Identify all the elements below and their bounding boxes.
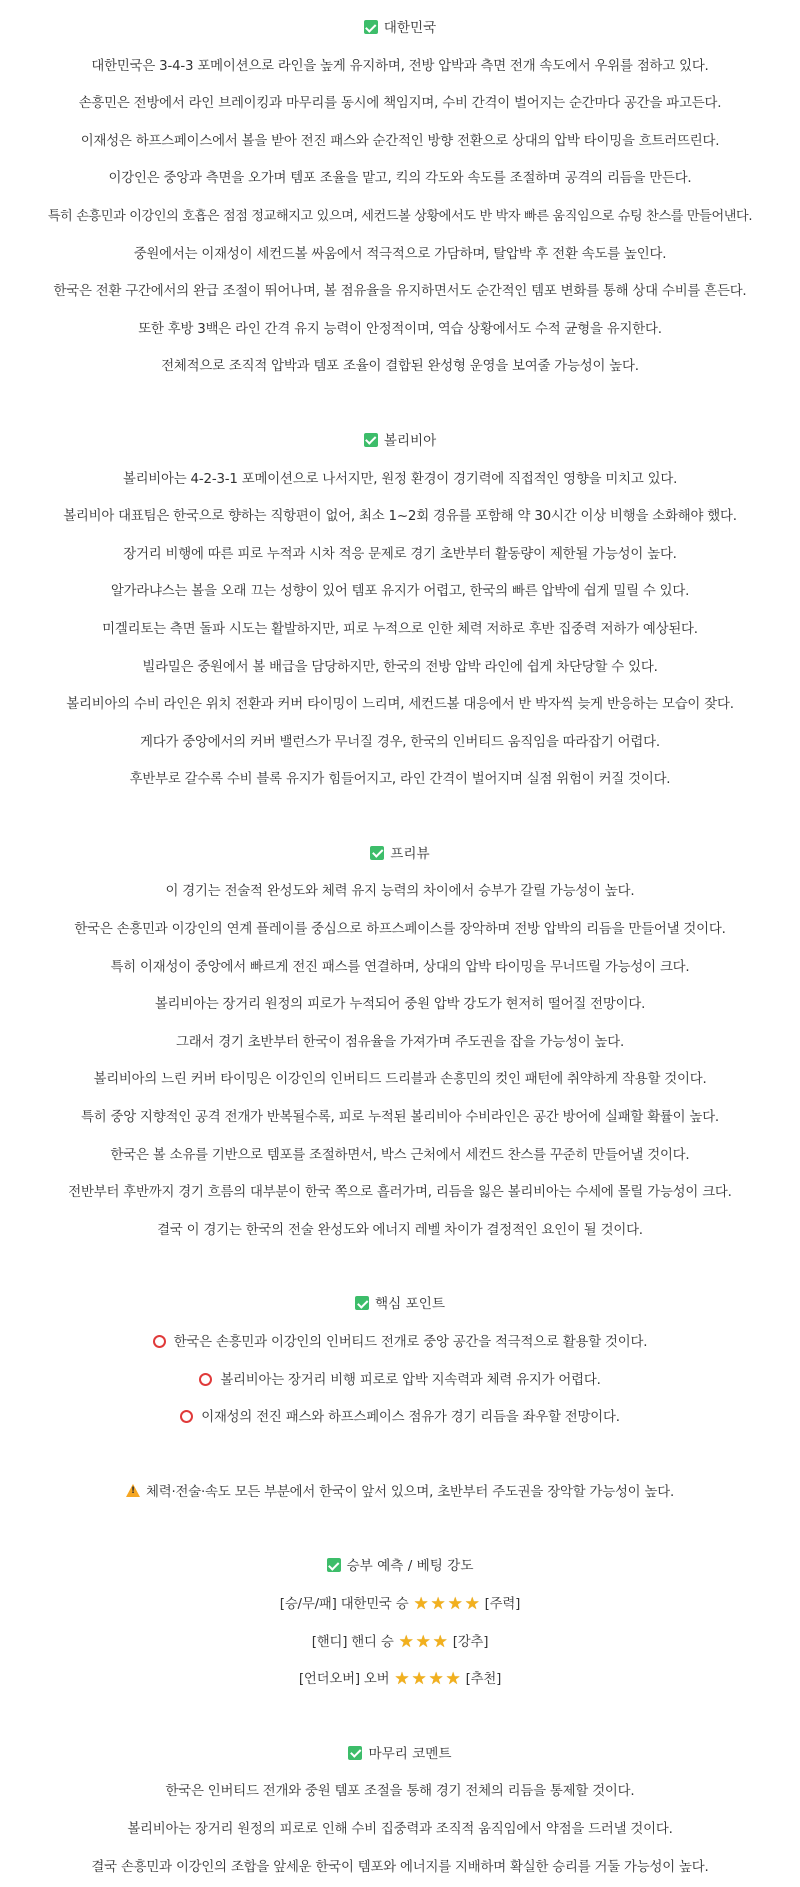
check-icon (348, 1746, 362, 1760)
key-point-item (0, 1324, 800, 1362)
red-circle-icon (153, 1335, 166, 1348)
section-heading-bolivia (0, 423, 800, 461)
star-rating (398, 1625, 449, 1663)
paragraph: 이 경기는 전술적 완성도와 체력 유지 능력의 차이에서 승부가 갈릴 가능성이 높다. (165, 884, 635, 900)
star-icon: ★ (464, 1593, 480, 1614)
section-title: 프리뷰 (390, 845, 430, 862)
paragraph: 한국은 전환 구간에서의 완급 조절이 뛰어나며, 볼 점유율을 유지하면서도 순간적인 템포 변화를 통해 상대 수비를 흔든다. (53, 284, 747, 300)
paragraph: 전반부터 후반까지 경기 흐름의 대부분이 한국 쪽으로 흘러가며, 리듬을 잃은 볼리비아는 수세에 몰릴 가능성이 크다. (68, 1185, 732, 1201)
paragraph: 게다가 중앙에서의 커버 밸런스가 무너질 경우, 한국의 인버티드 움직임을 따라잡기 어렵다. (140, 734, 660, 750)
paragraph: 볼리비아의 수비 라인은 위치 전환과 커버 타이밍이 느리며, 세컨드볼 대응에서 반 박자씩 늦게 반응하는 모습이 잦다. (66, 697, 734, 713)
section-title: 마무리 코멘트 (368, 1745, 452, 1762)
section-heading-closing (0, 1736, 800, 1774)
red-circle-icon (199, 1373, 212, 1386)
red-circle-icon (180, 1410, 193, 1423)
section-bolivia (0, 423, 800, 799)
check-icon (327, 1558, 341, 1572)
warning-icon (126, 1484, 140, 1497)
paragraph: 후반부로 갈수록 수비 블록 유지가 힘들어지고, 라인 간격이 벌어지며 실점 위험이 커질 것이다. (129, 772, 671, 788)
paragraph: 대한민국은 3-4-3 포메이션으로 라인을 높게 유지하며, 전방 압박과 측면 전개 속도에서 우위를 점하고 있다. (91, 58, 709, 74)
paragraph: 그래서 경기 초반부터 한국이 점유율을 가져가며 주도권을 잡을 가능성이 높다. (175, 1034, 625, 1050)
paragraph: 결국 이 경기는 한국의 전술 완성도와 에너지 레벨 차이가 결정적인 요인이 될 것이다. (157, 1222, 643, 1238)
pick-label: [언더오버] 오버 (298, 1672, 390, 1688)
star-icon: ★ (447, 1593, 463, 1614)
key-point-item (0, 1399, 800, 1437)
paragraph: 손흥민은 전방에서 라인 브레이킹과 마무리를 동시에 책임지며, 수비 간격이 벌어지는 순간마다 공간을 파고든다. (78, 96, 722, 112)
key-point-item (0, 1362, 800, 1400)
paragraph: 볼리비아는 장거리 원정의 피로가 누적되어 중원 압박 강도가 현저히 떨어질 전망이다. (154, 997, 646, 1013)
paragraph: 특히 이재성이 중앙에서 빠르게 전진 패스를 연결하며, 상대의 압박 타이밍을 무너뜨릴 가능성이 크다. (110, 959, 690, 975)
section-closing (0, 1736, 800, 1886)
prediction-pick (0, 1661, 800, 1699)
pick-strength: [강추] (452, 1634, 489, 1650)
star-icon: ★ (428, 1669, 444, 1690)
paragraph: 한국은 볼 소유를 기반으로 템포를 조절하면서, 박스 근처에서 세컨드 찬스를 꾸준히 만들어낼 것이다. (110, 1147, 690, 1163)
check-icon (370, 846, 384, 860)
paragraph: 특히 중앙 지향적인 공격 전개가 반복될수록, 피로 누적된 볼리비아 수비라인은 공간 방어에 실패할 확률이 높다. (81, 1110, 719, 1126)
section-heading-preview (0, 836, 800, 874)
section-preview (0, 836, 800, 1250)
paragraph: 중원에서는 이재성이 세컨드볼 싸움에서 적극적으로 가담하며, 탈압박 후 전환 속도를 높인다. (133, 246, 667, 262)
paragraph: 알가라냐스는 볼을 오래 끄는 성향이 있어 템포 유지가 어렵고, 한국의 빠른 압박에 쉽게 밀릴 수 있다. (110, 584, 690, 600)
paragraph: 볼리비아 대표팀은 한국으로 향하는 직항편이 없어, 최소 1~2회 경유를 포함해 약 30시간 이상 비행을 소화해야 했다. (63, 509, 737, 525)
key-point-text: 한국은 손흥민과 이강인의 인버티드 전개로 중앙 공간을 적극적으로 활용할 것이다. (173, 1335, 648, 1350)
paragraph: 전체적으로 조직적 압박과 템포 조율이 결합된 완성형 운영을 보여줄 가능성이 높다. (161, 359, 639, 375)
paragraph: 한국은 인버티드 전개와 중원 템포 조절을 통해 경기 전체의 리듬을 통제할 것이다. (165, 1784, 635, 1800)
paragraph: 이강인은 중앙과 측면을 오가며 템포 조율을 맡고, 킥의 각도와 속도를 조절하며 공격의 리듬을 만든다. (108, 171, 692, 187)
star-icon: ★ (430, 1593, 446, 1614)
paragraph: 한국은 손흥민과 이강인의 연계 플레이를 중심으로 하프스페이스를 장악하며 전방 압박의 리듬을 만들어낼 것이다. (74, 922, 726, 938)
section-heading-prediction (0, 1548, 800, 1586)
paragraph: 특히 손흥민과 이강인의 호흡은 점점 정교해지고 있으며, 세컨드볼 상황에서도 반 박자 빠른 움직임으로 슈팅 찬스를 만들어낸다. (47, 208, 753, 224)
section-title: 승부 예측 / 베팅 강도 (346, 1558, 474, 1575)
pick-label: [핸디] 핸디 승 (311, 1634, 394, 1650)
pick-strength: [주력] (484, 1596, 521, 1612)
section-warning (0, 1474, 800, 1512)
pick-label: [승/무/패] 대한민국 승 (279, 1596, 409, 1612)
star-icon: ★ (413, 1593, 429, 1614)
paragraph: 빌라밀은 중원에서 볼 배급을 담당하지만, 한국의 전방 압박 라인에 쉽게 차단당할 수 있다. (142, 659, 658, 675)
section-key-points (0, 1286, 800, 1436)
check-icon (364, 20, 378, 34)
star-icon: ★ (415, 1631, 431, 1652)
section-heading-korea (0, 10, 800, 48)
section-title: 볼리비아 (383, 432, 437, 449)
section-prediction (0, 1548, 800, 1698)
paragraph: 미겔리토는 측면 돌파 시도는 활발하지만, 피로 누적으로 인한 체력 저하로 후반 집중력 저하가 예상된다. (102, 621, 698, 637)
star-icon: ★ (411, 1669, 427, 1690)
star-icon: ★ (394, 1669, 410, 1690)
paragraph: 볼리비아는 4-2-3-1 포메이션으로 나서지만, 원정 환경이 경기력에 직접적인 영향을 미치고 있다. (122, 471, 678, 487)
star-icon: ★ (398, 1631, 414, 1652)
prediction-pick (0, 1586, 800, 1624)
star-rating (412, 1587, 480, 1625)
star-icon: ★ (445, 1669, 461, 1690)
star-rating (393, 1662, 461, 1700)
paragraph: 이재성은 하프스페이스에서 볼을 받아 전진 패스와 순간적인 방향 전환으로 상대의 압박 타이밍을 흐트러뜨린다. (80, 133, 720, 149)
paragraph: 볼리비아는 장거리 원정의 피로로 인해 수비 집중력과 조직적 움직임에서 약점을 드러낼 것이다. (127, 1821, 673, 1837)
paragraph: 볼리비아의 느린 커버 타이밍은 이강인의 인버티드 드리블과 손흥민의 컷인 패턴에 취약하게 작용할 것이다. (93, 1072, 707, 1088)
paragraph: 결국 손흥민과 이강인의 조합을 앞세운 한국이 템포와 에너지를 지배하며 확실한 승리를 거둘 가능성이 높다. (91, 1859, 709, 1875)
warning-note (0, 1474, 800, 1512)
key-point-text: 이재성의 전진 패스와 하프스페이스 점유가 경기 리듬을 좌우할 전망이다. (201, 1410, 620, 1426)
warning-text: 체력·전술·속도 모든 부분에서 한국이 앞서 있으며, 초반부터 주도권을 장악할 가능성이 높다. (146, 1484, 674, 1500)
paragraph: 장거리 비행에 따른 피로 누적과 시차 적응 문제로 경기 초반부터 활동량이 제한될 가능성이 높다. (123, 546, 677, 562)
section-title: 대한민국 (383, 20, 437, 36)
key-point-text: 볼리비아는 장거리 비행 피로로 압박 지속력과 체력 유지가 어렵다. (220, 1372, 601, 1388)
star-icon: ★ (432, 1631, 448, 1652)
prediction-pick (0, 1624, 800, 1662)
pick-strength: [추천] (465, 1672, 502, 1688)
section-heading-key-points (0, 1286, 800, 1324)
check-icon (364, 433, 378, 447)
section-title: 핵심 포인트 (375, 1296, 445, 1313)
paragraph: 또한 후방 3백은 라인 간격 유지 능력이 안정적이며, 역습 상황에서도 수적 균형을 유지한다. (138, 321, 662, 337)
check-icon (355, 1296, 369, 1310)
section-korea (0, 10, 800, 386)
